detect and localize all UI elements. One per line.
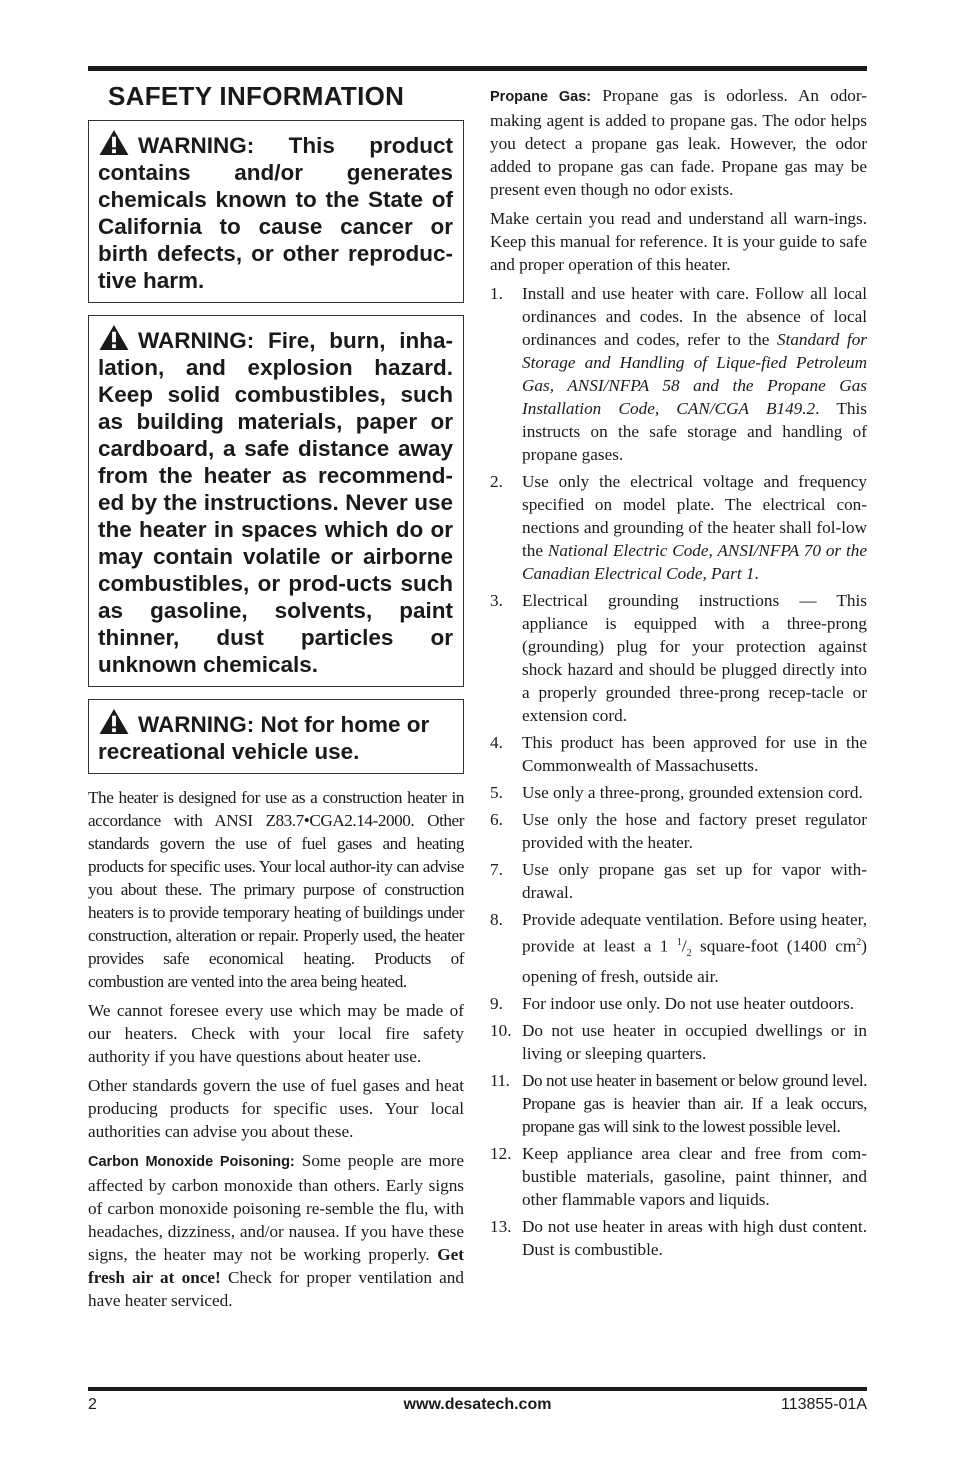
warning-box-vehicle: [88, 699, 464, 774]
warning-triangle-icon: [98, 324, 130, 351]
co-label: Carbon Monoxide Poisoning:: [88, 1154, 295, 1170]
warning-text-fire: WARNING: Fire, burn, inha-lation, and explosion hazard. Keep solid combustibles, such as building materials, paper or cardboard, a safe distance away from the heater as recommend-ed by the instructions. Never use the heater in spaces which do or may contain volatile or airborne combustibles, or prod-ucts such as gasoline, solvents, paint thinner, dust particles or unknown chemicals.: [98, 328, 453, 677]
list-item: 12. Keep appliance area clear and free from com-bustible materials, gasoline, paint thinner, and other flammable vapors and liquids.: [490, 1144, 867, 1210]
right-column: [490, 84, 867, 1265]
foresee-paragraph: We cannot foresee every use which may be made of our heaters. Check with your local fire safety authority if you have questions about heater use.: [88, 1001, 464, 1066]
warning-triangle-icon: [98, 708, 130, 735]
warning-text-chemicals: WARNING: This product contains and/or generates chemicals known to the State of California to cause cancer or birth defects, or other reproduc-tive harm.: [98, 133, 453, 293]
website-link[interactable]: www.desatech.com: [403, 1396, 552, 1413]
co-text: Some people are more affected by carbon monoxide than others. Early signs of carbon monoxide poisoning re-semble the flu, with headaches, dizziness, and/or nausea. If you have these signs, the heater may not be working properly.: [88, 1151, 464, 1264]
warning-box-chemicals: [88, 120, 464, 303]
make-certain-paragraph: Make certain you read and understand all warn-ings. Keep this manual for reference. It is your guide to safe and proper operation of this heater.: [490, 209, 867, 274]
intro-paragraph: The heater is designed for use as a construction heater in accordance with ANSI Z83.7•CGA2.14-2000. Other standards govern the use of fuel gases and heating products for specific uses. Your local author-ity can advise you about these. The primary purpose of construction heaters is to provide temporary heating of buildings under construction, alteration or repair. Properly used, the heater provides safe economical heating. Products of combustion are vented into the area being heated.: [88, 788, 464, 991]
co-bold: Get fresh air at once!: [88, 1245, 464, 1287]
list-item: 7. Use only propane gas set up for vapor with-drawal.: [490, 860, 867, 902]
page-footer: [88, 1396, 867, 1420]
warning-box-fire: [88, 315, 464, 687]
page-number: 2: [88, 1396, 97, 1413]
list-item: 10. Do not use heater in occupied dwellings or in living or sleeping quarters.: [490, 1021, 867, 1064]
propane-text: Propane gas is odorless. An odor-making agent is added to propane gas. The odor helps you detect a propane gas leak. However, the odor added to propane gas can fade. Propane gas may be present even though no odor exists.: [490, 86, 867, 199]
co-end: Check for proper ventilation and have heater serviced.: [88, 1268, 464, 1310]
list-item: 3. Electrical grounding instructions — This appliance is equipped with a three-prong (grounding) plug for your protection against shock hazard and should be plugged directly into a properly grounded three-prong recep-tacle or extension cord.: [490, 591, 867, 725]
propane-paragraph: [490, 84, 867, 201]
left-column: [88, 80, 464, 1318]
standards-paragraph: Other standards govern the use of fuel gases and heat producing products for specific uses. Your local authorities can advise you about these.: [88, 1076, 464, 1141]
page-title: SAFETY INFORMATION: [108, 81, 405, 111]
propane-label: Propane Gas:: [490, 89, 592, 105]
bottom-rule: [88, 1387, 867, 1391]
top-rule: [88, 66, 867, 71]
safety-rules-list: [490, 282, 867, 1261]
list-item: 11. Do not use heater in basement or below ground level. Propane gas is heavier than air. If a leak occurs, propane gas will sink to the lowest possible level.: [490, 1071, 867, 1137]
list-item: 6. Use only the hose and factory preset regulator provided with the heater.: [490, 810, 867, 852]
warning-text-vehicle: WARNING: Not for home or recreational vehicle use.: [98, 712, 430, 764]
list-item: 5. Use only a three-prong, grounded extension cord.: [490, 783, 863, 802]
list-item: 2. Use only the electrical voltage and frequency specified on model plate. The electrical con-nections and grounding of the heater shall fol-low the National Electric Code, ANSI/NFPA 70 or the Canadian Electrical Code, Part 1.: [490, 472, 867, 583]
list-item: 13. Do not use heater in areas with high dust content. Dust is combustible.: [490, 1217, 867, 1260]
document-id: 113855-01A: [781, 1396, 867, 1413]
warning-triangle-icon: [98, 129, 130, 156]
list-item: 9. For indoor use only. Do not use heater outdoors.: [490, 994, 855, 1014]
list-item: 8. Provide adequate ventilation. Before using heater, provide at least a 1 $^1/_2$ square-foot (1400 $cm^2$) opening of fresh, outside air.: [490, 910, 867, 987]
list-item: 1. Install and use heater with care. Follow all local ordinances and codes. In the absence of local ordinances and codes, refer to the Standard for Storage and Handling of Lique-fied Petroleum Gas, ANSI/NFPA 58 and the Propane Gas Installation Code, CAN/CGA B149.2. This instructs on the safe storage and handling of propane gases.: [490, 284, 867, 464]
list-item: 4. This product has been approved for use in the Commonwealth of Massachusetts.: [490, 733, 867, 775]
carbon-monoxide-paragraph: [88, 1149, 464, 1312]
